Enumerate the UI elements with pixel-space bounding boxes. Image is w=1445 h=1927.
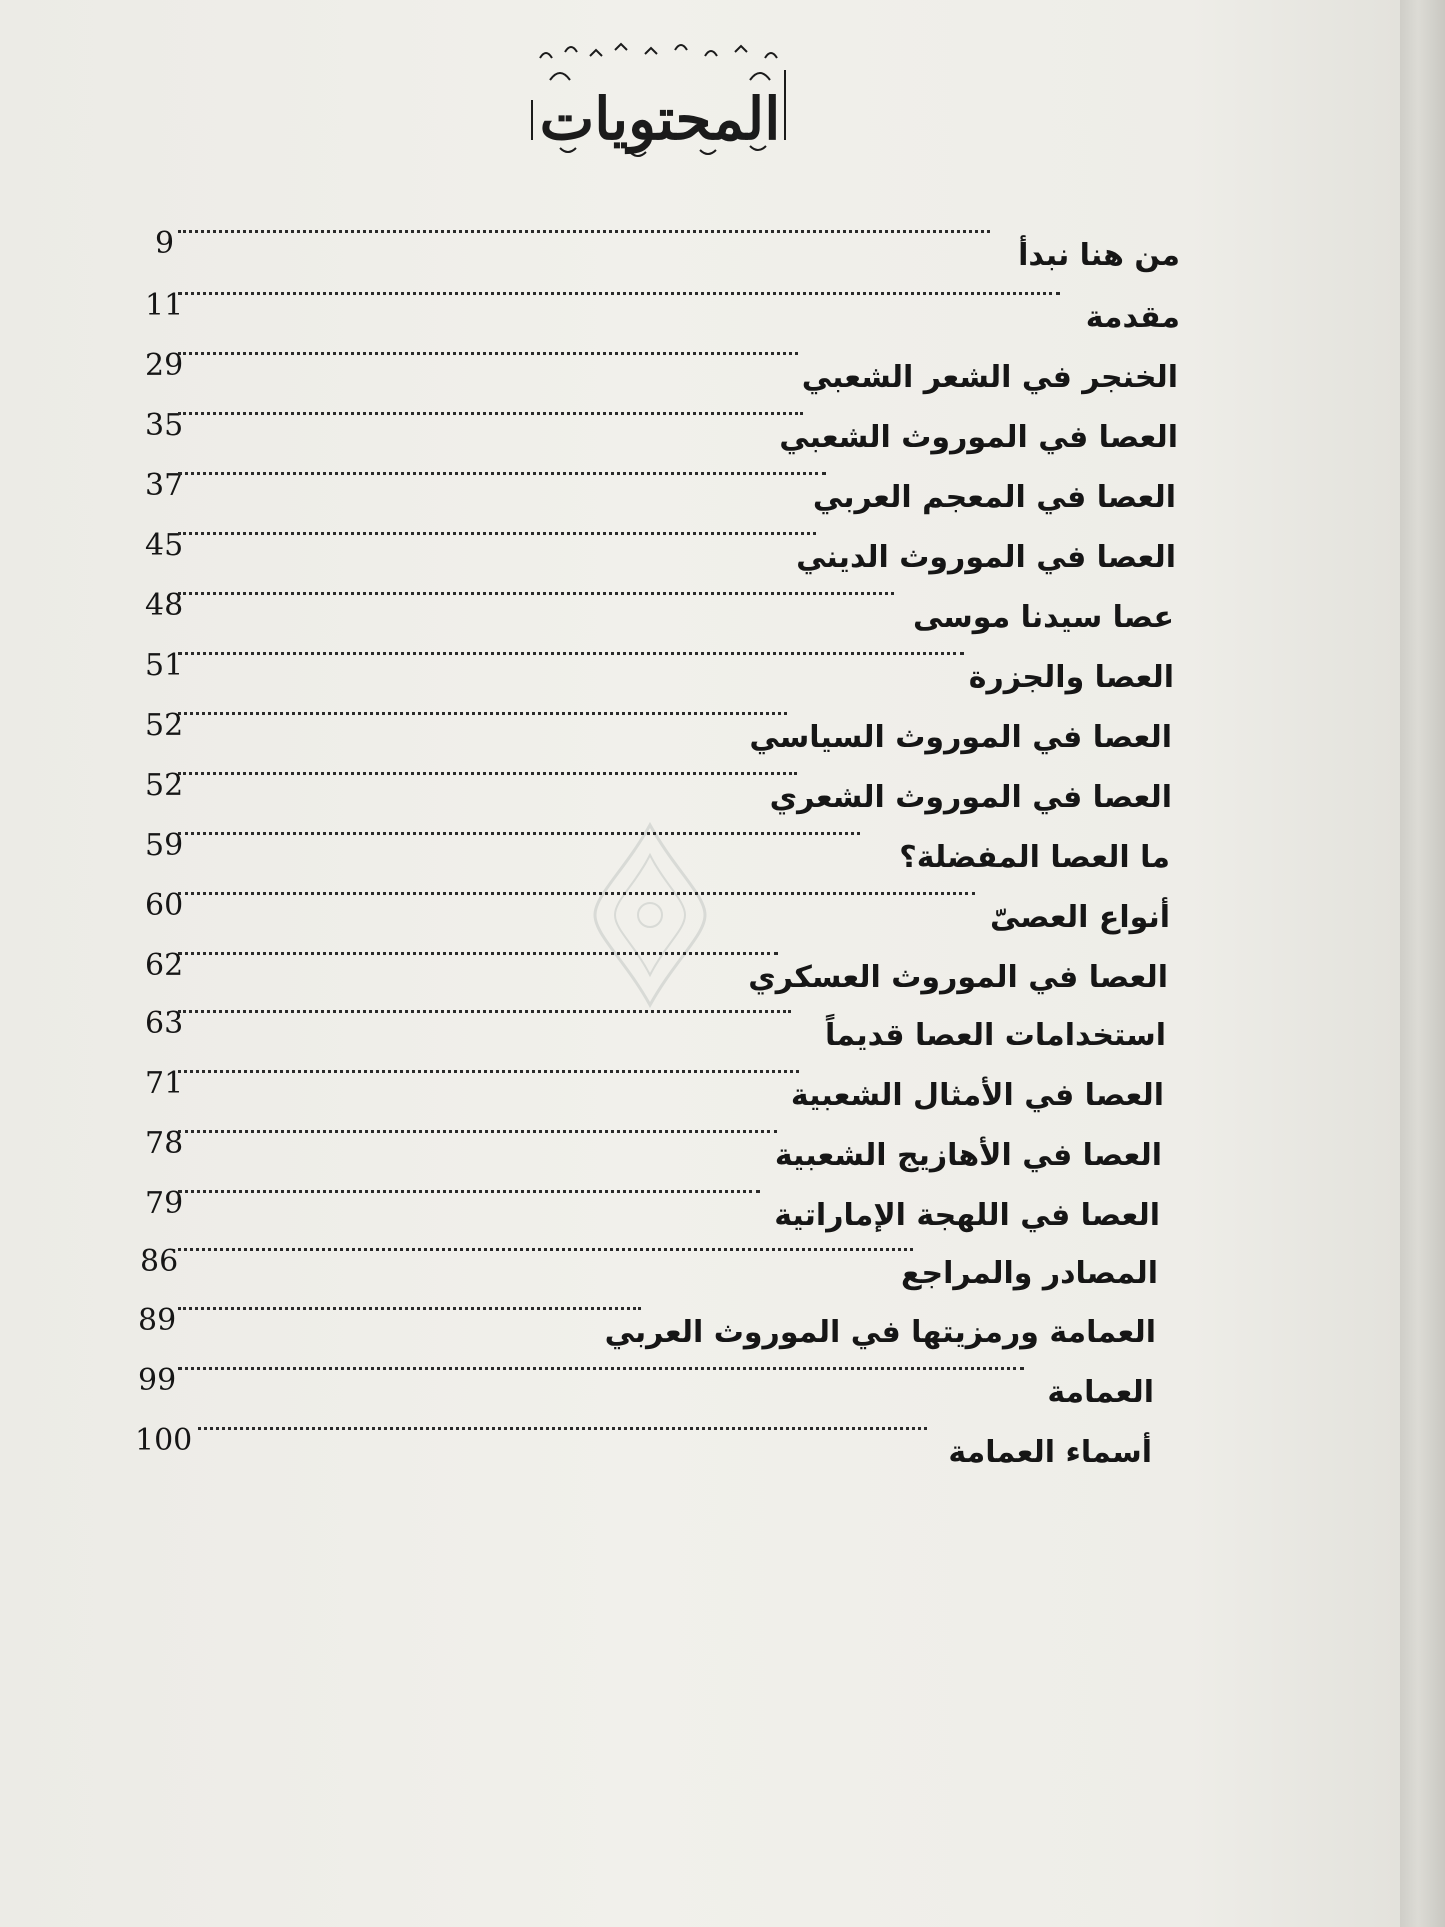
toc-page-number: 37 — [145, 468, 184, 503]
toc-leader-dots — [178, 352, 798, 355]
toc-leader-dots — [178, 1070, 799, 1073]
toc-entry — [0, 1188, 1400, 1248]
toc-page-number: 35 — [145, 408, 184, 443]
toc-entry — [0, 350, 1400, 410]
toc-entry-title: العصا في الموروث الديني — [796, 540, 1176, 575]
toc-leader-dots — [178, 292, 1060, 295]
toc-page-number: 100 — [135, 1423, 193, 1458]
toc-page-number: 60 — [145, 888, 184, 923]
toc-leader-dots — [178, 832, 860, 835]
toc-entry — [0, 770, 1400, 830]
toc-entry-title: العصا في الأمثال الشعبية — [790, 1078, 1164, 1113]
toc-leader-dots — [178, 1307, 641, 1310]
toc-entry — [0, 470, 1400, 530]
toc-entry — [0, 830, 1400, 890]
toc-leader-dots — [178, 412, 803, 415]
toc-page-number: 89 — [138, 1303, 177, 1338]
toc-entry — [0, 290, 1400, 350]
toc-entry — [0, 1246, 1400, 1306]
toc-leader-dots — [178, 472, 826, 475]
toc-entry-title: العصا في الأهازيج الشعبية — [774, 1138, 1162, 1173]
toc-leader-dots — [178, 592, 894, 595]
toc-entry-title: العصا في الموروث السياسي — [749, 720, 1172, 755]
toc-entry-title: العصا في اللهجة الإماراتية — [774, 1198, 1160, 1233]
toc-entry — [0, 1365, 1400, 1425]
toc-entry-title: من هنا نبدأ — [1018, 238, 1180, 273]
toc-entry-title: أنواع العصىّ — [990, 900, 1170, 935]
toc-entry-title: العصا في الموروث الشعري — [769, 780, 1172, 815]
toc-entry-title: العمامة ورمزيتها في الموروث العربي — [604, 1315, 1156, 1350]
toc-entry-title: عصا سيدنا موسى — [912, 600, 1174, 635]
toc-entry-title: العصا في الموروث العسكري — [748, 960, 1168, 995]
toc-entry — [0, 530, 1400, 590]
toc-entry — [0, 650, 1400, 710]
toc-leader-dots — [178, 230, 990, 233]
toc-page-number: 99 — [138, 1363, 177, 1398]
toc-leader-dots — [178, 1367, 1024, 1370]
toc-leader-dots — [178, 532, 816, 535]
toc-leader-dots — [178, 1010, 791, 1013]
toc-leader-dots — [178, 952, 778, 955]
toc-page-number: 48 — [145, 588, 184, 623]
page-title: المحتويات — [539, 85, 781, 153]
toc-page-number: 86 — [140, 1244, 179, 1279]
toc-entry-title: الخنجر في الشعر الشعبي — [801, 360, 1178, 395]
toc-leader-dots — [178, 1130, 777, 1133]
toc-entry — [0, 1008, 1400, 1068]
toc-entry-title: العصا والجزرة — [968, 660, 1174, 695]
toc-page-number: 71 — [145, 1066, 184, 1101]
toc-entry-title: المصادر والمراجع — [901, 1256, 1158, 1291]
toc-page-number: 59 — [145, 828, 184, 863]
toc-leader-dots — [178, 652, 964, 655]
toc-entry — [0, 1425, 1400, 1485]
toc-leader-dots — [178, 1190, 760, 1193]
toc-page-number: 52 — [145, 708, 184, 743]
page-edge — [1400, 0, 1445, 1927]
toc-entry-title: أسماء العمامة — [948, 1435, 1152, 1470]
toc-entry — [0, 410, 1400, 470]
toc-entry-title: العصا في الموروث الشعبي — [779, 420, 1178, 455]
toc-entry-title: العمامة — [1047, 1375, 1154, 1410]
toc-entry-title: ما العصا المفضلة؟ — [899, 840, 1170, 875]
toc-entry — [0, 710, 1400, 770]
toc-entry — [0, 228, 1400, 288]
toc-page-number: 45 — [145, 528, 184, 563]
toc-page-number: 11 — [145, 288, 184, 323]
toc-leader-dots — [178, 772, 797, 775]
toc-page-number: 63 — [145, 1006, 184, 1041]
toc-page-number: 51 — [145, 648, 184, 683]
toc-page-number: 62 — [145, 948, 184, 983]
toc-page-number: 9 — [155, 226, 175, 261]
toc-entry — [0, 1128, 1400, 1188]
toc-entry — [0, 950, 1400, 1010]
toc-page-number: 78 — [145, 1126, 184, 1161]
toc-leader-dots — [178, 892, 975, 895]
toc-page-number: 29 — [145, 348, 184, 383]
toc-page-number: 79 — [145, 1186, 184, 1221]
toc-page-number: 52 — [145, 768, 184, 803]
toc-entry-title: استخدامات العصا قديماً — [824, 1018, 1166, 1053]
toc-entry — [0, 890, 1400, 950]
toc-entry-title: العصا في المعجم العربي — [812, 480, 1176, 515]
toc-leader-dots — [178, 1248, 913, 1251]
toc-leader-dots — [178, 712, 787, 715]
toc-leader-dots — [198, 1427, 927, 1430]
toc-entry — [0, 1305, 1400, 1365]
toc-entry-title: مقدمة — [1085, 300, 1180, 335]
toc-entry — [0, 590, 1400, 650]
toc-entry — [0, 1068, 1400, 1128]
